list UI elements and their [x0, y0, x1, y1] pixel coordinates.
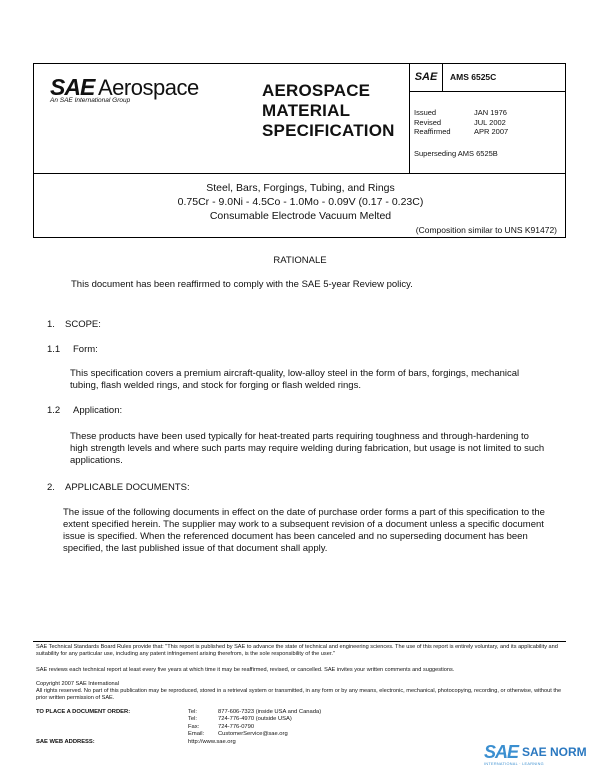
reaffirmed-label: Reaffirmed [414, 127, 451, 136]
ams-number: AMS 6525C [450, 72, 497, 82]
document-info-panel [409, 64, 566, 173]
rationale-heading: RATIONALE [273, 255, 327, 266]
section-1-1-heading [47, 344, 98, 356]
section-2-text: The issue of the following documents in effect on the date of purchase order forms a part of this specification to the extent specified herein. The supplier may work to a subsequent revision of a document unless a specific document issue is specified. When the referenced document has been canceled and no superseding document has been specified, the last published issue of that document shall apply. [63, 507, 545, 554]
title-line-3: SPECIFICATION [262, 121, 395, 140]
material-process: Consumable Electrode Vacuum Melted [209, 210, 392, 222]
revised-label: Revised [414, 117, 442, 127]
email-value[interactable]: CustomerService@sae.org [218, 731, 288, 738]
section-1-number: 1. [47, 319, 55, 330]
footer-copyright: Copyright 2007 SAE International [36, 681, 120, 687]
brand-sae-mark: SAE [484, 742, 519, 762]
fax-value: 724-776-0790 [218, 723, 255, 730]
footer-rules-text: SAE Technical Standards Board Rules provide that: "This report is published by SAE to advance the state of technical and engineering sciences. The use of this report is entirely voluntary, and its applicability and suitability for any particular use, including any patent infringement arising therefrom, is the sole responsibility of the user." [36, 644, 558, 657]
logo-subtitle: An SAE International Group [50, 97, 131, 104]
title-line-2: MATERIAL [262, 101, 351, 120]
web-value[interactable]: http://www.sae.org [188, 738, 236, 745]
fax-label: Fax: [188, 723, 200, 730]
sae-small-logo: SAE [410, 64, 443, 91]
sae-norm-brand-logo [484, 742, 594, 770]
issued-label: Issued [414, 108, 437, 117]
tel-label: Tel: [188, 709, 198, 715]
superseding-note: Superseding AMS 6525B [414, 149, 498, 158]
logo-sae-text: SAE [50, 74, 95, 100]
material-composition: 0.75Cr - 9.0Ni - 4.5Co - 1.0Mo - 0.09V (0.17 - 0.23C) [177, 196, 424, 208]
rationale-text: This document has been reaffirmed to comply with the SAE 5-year Review policy. [71, 279, 413, 290]
section-1-1-title: Form: [73, 344, 98, 355]
section-1-heading [47, 319, 101, 331]
document-type-title [262, 81, 432, 141]
logo-aerospace-text: Aerospace [98, 75, 199, 100]
section-2-heading [47, 482, 190, 494]
document-dates [414, 108, 508, 137]
section-1-2-title: Application: [73, 405, 123, 416]
section-1-1-text: This specification covers a premium aircraft-quality, low-alloy steel in the form of bars, forgings, mechanical tubing, flash welded rings, and stock for forging or flash welded rings. [70, 368, 520, 391]
web-label: SAE WEB ADDRESS: [36, 738, 95, 745]
document-number-row [410, 64, 566, 92]
material-title-line-1: Steel, Bars, Forgings, Tubing, and Rings [206, 182, 395, 194]
tel2-label: Tel: [188, 716, 198, 723]
tel2-value: 724-776-4970 (outside USA) [218, 716, 292, 723]
footer-divider [33, 641, 566, 642]
footer-rights-text: All rights reserved. No part of this publication may be reproduced, stored in a retrieval system or transmitted, in any form or by any means, electronic, mechanical, photocopying, recording, or otherwise, without the prior written permission of SAE. [36, 688, 562, 701]
title-line-1: AEROSPACE [262, 81, 371, 100]
section-1-1-number: 1.1 [47, 344, 61, 355]
order-contact-info [36, 709, 321, 746]
section-1-2-heading [47, 405, 122, 417]
footer-review-text: SAE reviews each technical report at least every five years at which time it may be reaffirmed, revised, or cancelled. SAE invites your written comments and suggestions. [36, 667, 455, 673]
email-label: Email: [188, 731, 205, 738]
brand-subtitle: INTERNATIONAL · LEARNING [484, 762, 544, 766]
material-title-box [33, 174, 566, 238]
document-header [33, 63, 566, 174]
order-label: TO PLACE A DOCUMENT ORDER: [36, 709, 131, 715]
revised-value: JUL 2002 [474, 117, 506, 127]
section-1-2-number: 1.2 [47, 405, 61, 416]
sae-aerospace-logo [34, 64, 256, 173]
section-2-title: APPLICABLE DOCUMENTS: [65, 482, 190, 493]
tel-value: 877-606-7323 (inside USA and Canada) [218, 709, 322, 715]
section-1-2-text: These products have been used typically for heat-treated parts requiring toughness and through-hardening to high strength levels and where such parts may require welding during fabrication, but usage is not limited to such applications. [70, 431, 545, 466]
composition-similarity-note: (Composition similar to UNS K91472) [415, 225, 557, 235]
brand-norm-text: SAE NORM [522, 745, 587, 759]
issued-value: JAN 1976 [474, 108, 507, 117]
reaffirmed-value: APR 2007 [474, 127, 509, 136]
section-2-number: 2. [47, 482, 55, 493]
section-1-title: SCOPE: [65, 319, 101, 330]
